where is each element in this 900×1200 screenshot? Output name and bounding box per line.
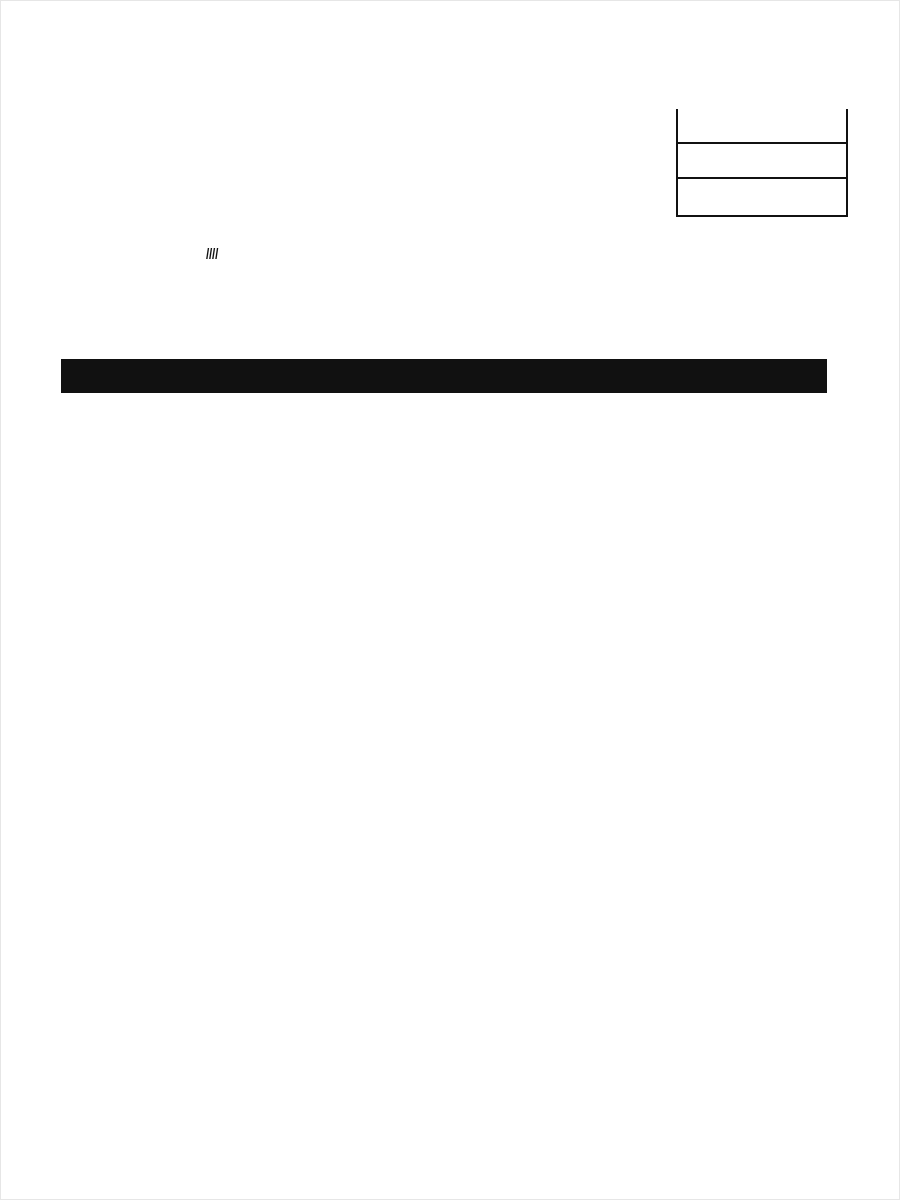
- table-header: [61, 359, 827, 393]
- obstacle-description-slants: [1, 1, 900, 361]
- obstacle-scores-legend: ////: [206, 246, 219, 263]
